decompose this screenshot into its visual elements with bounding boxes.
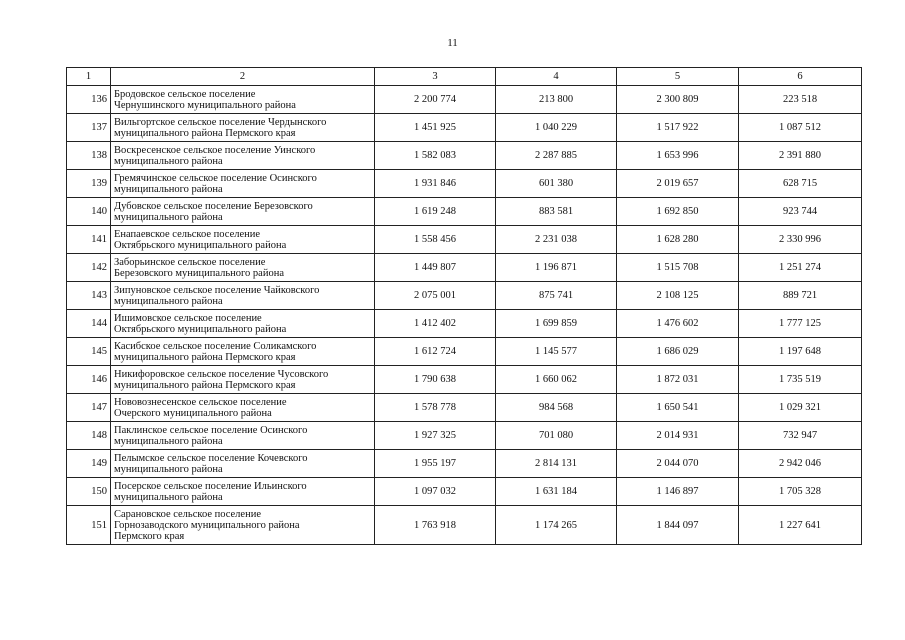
settlement-name-line: муниципального района Пермского края bbox=[114, 127, 296, 139]
settlement-name-line: Вильгортское сельское поселение Чердынского bbox=[114, 116, 327, 128]
settlement-name-line: Заборьинское сельское поселение bbox=[114, 256, 266, 268]
value-cell-c6: 889 721 bbox=[739, 282, 862, 310]
row-number: 146 bbox=[67, 366, 111, 394]
value-cell-c4: 883 581 bbox=[496, 198, 617, 226]
settlement-name bbox=[111, 170, 375, 198]
settlement-name-line: муниципального района bbox=[114, 491, 223, 503]
row-number: 150 bbox=[67, 478, 111, 506]
value-cell-c5: 1 650 541 bbox=[617, 394, 739, 422]
settlement-name-line: Воскресенское сельское поселение Уинского bbox=[114, 144, 316, 156]
settlement-name-line: Горнозаводского муниципального района bbox=[114, 519, 300, 531]
value-cell-c3: 1 412 402 bbox=[375, 310, 496, 338]
value-cell-c4: 1 699 859 bbox=[496, 310, 617, 338]
settlement-name bbox=[111, 86, 375, 114]
table-row bbox=[67, 450, 862, 478]
settlement-name bbox=[111, 282, 375, 310]
value-cell-c4: 875 741 bbox=[496, 282, 617, 310]
settlement-name bbox=[111, 114, 375, 142]
row-number: 145 bbox=[67, 338, 111, 366]
value-cell-c6: 2 391 880 bbox=[739, 142, 862, 170]
settlement-name bbox=[111, 338, 375, 366]
settlement-name-line: муниципального района bbox=[114, 463, 223, 475]
table-row bbox=[67, 226, 862, 254]
settlement-name-line: муниципального района bbox=[114, 435, 223, 447]
value-cell-c6: 732 947 bbox=[739, 422, 862, 450]
value-cell-c3: 1 451 925 bbox=[375, 114, 496, 142]
value-cell-c6: 1 197 648 bbox=[739, 338, 862, 366]
value-cell-c4: 1 631 184 bbox=[496, 478, 617, 506]
value-cell-c5: 1 653 996 bbox=[617, 142, 739, 170]
settlement-name bbox=[111, 366, 375, 394]
value-cell-c5: 2 108 125 bbox=[617, 282, 739, 310]
value-cell-c5: 2 014 931 bbox=[617, 422, 739, 450]
settlement-name-line: Посерское сельское поселение Ильинского bbox=[114, 480, 307, 492]
table-row bbox=[67, 310, 862, 338]
value-cell-c5: 1 517 922 bbox=[617, 114, 739, 142]
settlement-name-line: Пелымское сельское поселение Кочевского bbox=[114, 452, 308, 464]
settlement-name-line: Енапаевское сельское поселение bbox=[114, 228, 261, 240]
value-cell-c6: 1 777 125 bbox=[739, 310, 862, 338]
table-body bbox=[67, 68, 862, 545]
value-cell-c5: 2 019 657 bbox=[617, 170, 739, 198]
value-cell-c5: 1 476 602 bbox=[617, 310, 739, 338]
settlement-name-line: Нововознесенское сельское поселение bbox=[114, 396, 287, 408]
header-cell: 4 bbox=[496, 68, 617, 86]
value-cell-c4: 601 380 bbox=[496, 170, 617, 198]
row-number: 141 bbox=[67, 226, 111, 254]
settlement-name-line: муниципального района bbox=[114, 183, 223, 195]
value-cell-c3: 1 955 197 bbox=[375, 450, 496, 478]
table-row bbox=[67, 478, 862, 506]
page-number: 11 bbox=[447, 37, 458, 49]
value-cell-c3: 1 619 248 bbox=[375, 198, 496, 226]
value-cell-c6: 2 330 996 bbox=[739, 226, 862, 254]
value-cell-c6: 1 705 328 bbox=[739, 478, 862, 506]
value-cell-c5: 1 628 280 bbox=[617, 226, 739, 254]
settlement-name bbox=[111, 450, 375, 478]
value-cell-c5: 1 686 029 bbox=[617, 338, 739, 366]
value-cell-c3: 1 763 918 bbox=[375, 506, 496, 545]
value-cell-c3: 1 449 807 bbox=[375, 254, 496, 282]
value-cell-c5: 1 146 897 bbox=[617, 478, 739, 506]
settlement-name-line: Березовского муниципального района bbox=[114, 267, 284, 279]
header-cell: 2 bbox=[111, 68, 375, 86]
table-header-row bbox=[67, 68, 862, 86]
value-cell-c6: 1 029 321 bbox=[739, 394, 862, 422]
value-cell-c6: 2 942 046 bbox=[739, 450, 862, 478]
value-cell-c4: 1 174 265 bbox=[496, 506, 617, 545]
row-number: 138 bbox=[67, 142, 111, 170]
row-number: 149 bbox=[67, 450, 111, 478]
budget-table bbox=[66, 67, 862, 545]
settlement-name-line: Дубовское сельское поселение Березовского bbox=[114, 200, 313, 212]
header-cell: 1 bbox=[67, 68, 111, 86]
row-number: 147 bbox=[67, 394, 111, 422]
header-cell: 3 bbox=[375, 68, 496, 86]
value-cell-c4: 1 196 871 bbox=[496, 254, 617, 282]
row-number: 140 bbox=[67, 198, 111, 226]
row-number: 148 bbox=[67, 422, 111, 450]
settlement-name-line: Чернушинского муниципального района bbox=[114, 99, 296, 111]
settlement-name-line: Касибское сельское поселение Соликамского bbox=[114, 340, 317, 352]
value-cell-c4: 2 814 131 bbox=[496, 450, 617, 478]
header-cell: 5 bbox=[617, 68, 739, 86]
settlement-name-line: муниципального района bbox=[114, 211, 223, 223]
value-cell-c4: 2 287 885 bbox=[496, 142, 617, 170]
table-row bbox=[67, 86, 862, 114]
value-cell-c6: 1 227 641 bbox=[739, 506, 862, 545]
settlement-name bbox=[111, 198, 375, 226]
settlement-name-line: Сарановское сельское поселение bbox=[114, 508, 261, 520]
settlement-name-line: муниципального района bbox=[114, 295, 223, 307]
settlement-name-line: Ишимовское сельское поселение bbox=[114, 312, 262, 324]
value-cell-c6: 1 251 274 bbox=[739, 254, 862, 282]
value-cell-c4: 1 040 229 bbox=[496, 114, 617, 142]
value-cell-c3: 2 200 774 bbox=[375, 86, 496, 114]
value-cell-c6: 223 518 bbox=[739, 86, 862, 114]
value-cell-c6: 923 744 bbox=[739, 198, 862, 226]
settlement-name-line: муниципального района Пермского края bbox=[114, 379, 296, 391]
settlement-name-line: Никифоровское сельское поселение Чусовского bbox=[114, 368, 329, 380]
value-cell-c4: 2 231 038 bbox=[496, 226, 617, 254]
settlement-name-line: Гремячинское сельское поселение Осинского bbox=[114, 172, 317, 184]
table-row bbox=[67, 142, 862, 170]
table-row bbox=[67, 114, 862, 142]
value-cell-c5: 1 844 097 bbox=[617, 506, 739, 545]
settlement-name bbox=[111, 478, 375, 506]
header-cell: 6 bbox=[739, 68, 862, 86]
table-row bbox=[67, 366, 862, 394]
settlement-name-line: Октябрьского муниципального района bbox=[114, 323, 287, 335]
row-number: 151 bbox=[67, 506, 111, 545]
settlement-name bbox=[111, 506, 375, 545]
value-cell-c4: 1 145 577 bbox=[496, 338, 617, 366]
table-row bbox=[67, 282, 862, 310]
value-cell-c3: 1 582 083 bbox=[375, 142, 496, 170]
table-row bbox=[67, 394, 862, 422]
settlement-name bbox=[111, 226, 375, 254]
settlement-name-line: муниципального района bbox=[114, 155, 223, 167]
row-number: 137 bbox=[67, 114, 111, 142]
value-cell-c5: 1 692 850 bbox=[617, 198, 739, 226]
value-cell-c3: 1 612 724 bbox=[375, 338, 496, 366]
settlement-name-line: Бродовское сельское поселение bbox=[114, 88, 256, 100]
row-number: 143 bbox=[67, 282, 111, 310]
value-cell-c4: 213 800 bbox=[496, 86, 617, 114]
row-number: 144 bbox=[67, 310, 111, 338]
value-cell-c6: 1 735 519 bbox=[739, 366, 862, 394]
value-cell-c5: 2 044 070 bbox=[617, 450, 739, 478]
settlement-name-line: Очерского муниципального района bbox=[114, 407, 272, 419]
table-row bbox=[67, 422, 862, 450]
value-cell-c3: 1 790 638 bbox=[375, 366, 496, 394]
settlement-name-line: Паклинское сельское поселение Осинского bbox=[114, 424, 308, 436]
settlement-name bbox=[111, 254, 375, 282]
settlement-name bbox=[111, 422, 375, 450]
value-cell-c4: 1 660 062 bbox=[496, 366, 617, 394]
value-cell-c4: 701 080 bbox=[496, 422, 617, 450]
row-number: 139 bbox=[67, 170, 111, 198]
settlement-name bbox=[111, 310, 375, 338]
value-cell-c6: 1 087 512 bbox=[739, 114, 862, 142]
value-cell-c6: 628 715 bbox=[739, 170, 862, 198]
value-cell-c3: 2 075 001 bbox=[375, 282, 496, 310]
settlement-name-line: Зипуновское сельское поселение Чайковского bbox=[114, 284, 320, 296]
value-cell-c5: 1 872 031 bbox=[617, 366, 739, 394]
value-cell-c3: 1 558 456 bbox=[375, 226, 496, 254]
value-cell-c4: 984 568 bbox=[496, 394, 617, 422]
settlement-name-line: Октябрьского муниципального района bbox=[114, 239, 287, 251]
value-cell-c5: 1 515 708 bbox=[617, 254, 739, 282]
table-row bbox=[67, 506, 862, 545]
settlement-name-line: Пермского края bbox=[114, 530, 185, 542]
value-cell-c3: 1 578 778 bbox=[375, 394, 496, 422]
settlement-name bbox=[111, 142, 375, 170]
row-number: 136 bbox=[67, 86, 111, 114]
settlement-name-line: муниципального района Пермского края bbox=[114, 351, 296, 363]
table-row bbox=[67, 170, 862, 198]
value-cell-c5: 2 300 809 bbox=[617, 86, 739, 114]
settlement-name bbox=[111, 394, 375, 422]
value-cell-c3: 1 931 846 bbox=[375, 170, 496, 198]
table-row bbox=[67, 254, 862, 282]
table-row bbox=[67, 198, 862, 226]
table-row bbox=[67, 338, 862, 366]
value-cell-c3: 1 097 032 bbox=[375, 478, 496, 506]
row-number: 142 bbox=[67, 254, 111, 282]
value-cell-c3: 1 927 325 bbox=[375, 422, 496, 450]
